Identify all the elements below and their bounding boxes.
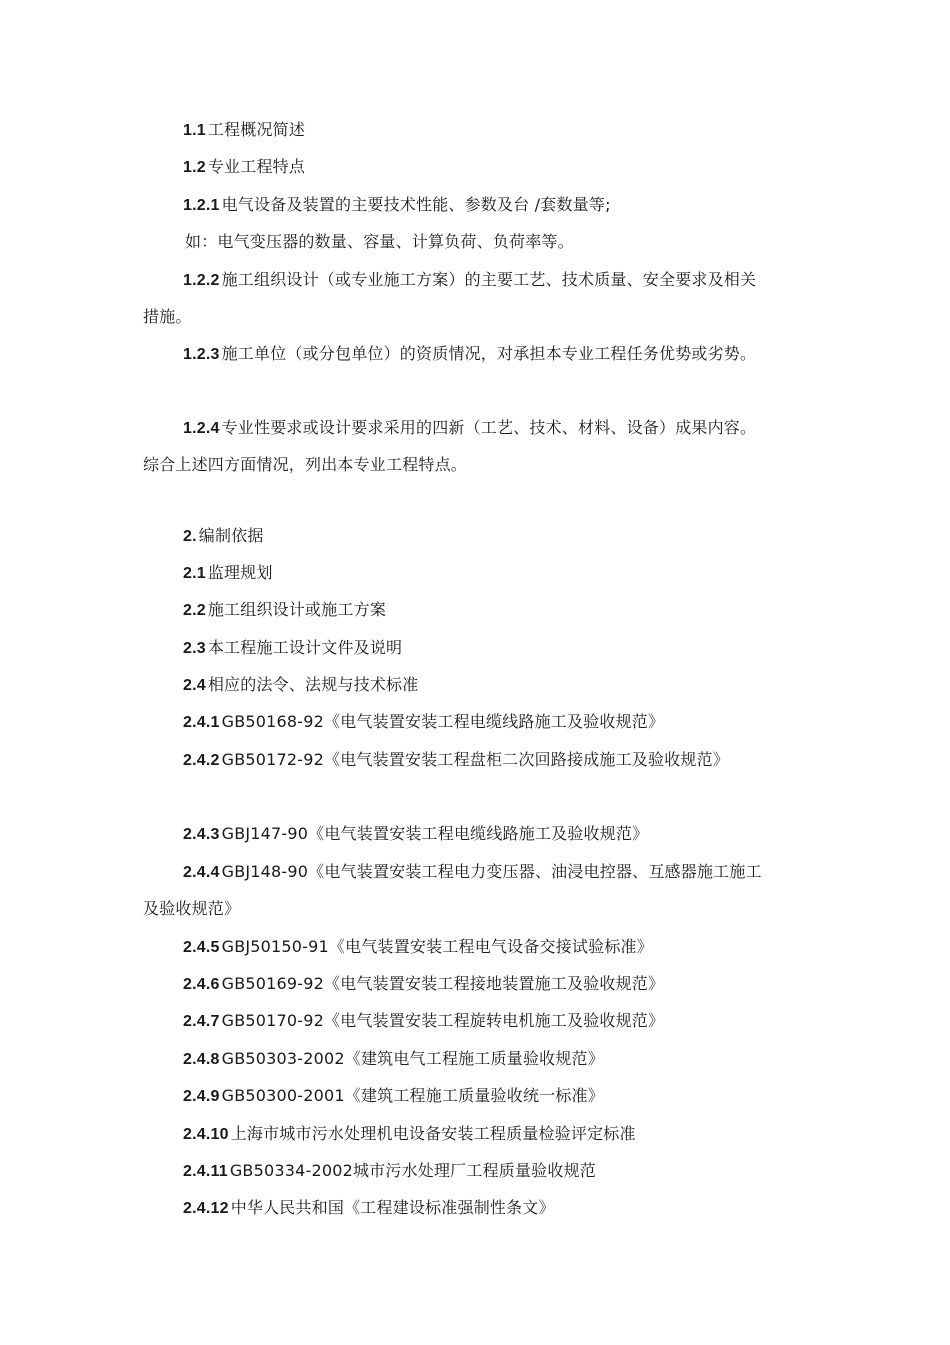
- section-number: 2.4.4: [183, 864, 220, 881]
- section-text: 施工单位（或分包单位）的资质情况，对承担本专业工程任务优势或劣势。: [221, 344, 757, 363]
- section-text: 相应的法令、法规与技术标准: [207, 675, 419, 694]
- section-number: 2.2: [183, 602, 206, 619]
- section-number: 2.1: [183, 565, 206, 582]
- section-1-2: [143, 149, 767, 186]
- section-number: 1.2.1: [183, 197, 220, 214]
- section-number: 2.4: [183, 677, 206, 694]
- standard-2-4-9: [143, 1078, 767, 1115]
- section-text: 编制依据: [198, 526, 264, 545]
- section-text: 如：电气变压器的数量、容量、计算负荷、负荷率等。: [185, 232, 574, 251]
- section-text: GB50170-92《电气装置安装工程旋转电机施工及验收规范》: [221, 1011, 665, 1030]
- section-text: 专业性要求或设计要求采用的四新（工艺、技术、材料、设备）成果内容。综合上述四方面情况，列出本专业工程特点。: [143, 418, 757, 474]
- standard-2-4-11: [143, 1153, 767, 1190]
- section-number: 2.4.2: [183, 752, 220, 769]
- section-text: 电气设备及装置的主要技术性能、参数及台 /套数量等;: [221, 195, 611, 214]
- section-number: 1.1: [183, 122, 206, 139]
- section-text: 上海市城市污水处理机电设备安装工程质量检验评定标准: [230, 1124, 636, 1143]
- standard-2-4-8: [143, 1041, 767, 1078]
- section-number: 2.3: [183, 640, 206, 657]
- standard-2-4-6: [143, 966, 767, 1003]
- section-2-1: [143, 555, 767, 592]
- section-text: 监理规划: [207, 563, 273, 582]
- section-1-2-3: [143, 336, 767, 373]
- section-number: 2.4.5: [183, 939, 220, 956]
- section-number: 1.2.4: [183, 420, 220, 437]
- section-text: GB50172-92《电气装置安装工程盘柜二次回路接成施工及验收规范》: [221, 750, 730, 769]
- standard-2-4-1: [143, 704, 767, 741]
- section-number: 1.2.2: [183, 272, 220, 289]
- section-1-2-1: [143, 187, 767, 224]
- section-number: 2.4.1: [183, 714, 220, 731]
- section-text: GB50169-92《电气装置安装工程接地装置施工及验收规范》: [221, 974, 665, 993]
- section-number: 2.4.8: [183, 1051, 220, 1068]
- standard-2-4-5: [143, 929, 767, 966]
- section-number: 2.4.7: [183, 1013, 220, 1030]
- section-1-2-4: [143, 410, 767, 483]
- section-number: 2.: [183, 528, 197, 545]
- section-2-3: [143, 630, 767, 667]
- section-text: GB50303-2002《建筑电气工程施工质量验收规范》: [221, 1049, 604, 1068]
- section-text: GBJ148-90《电气装置安装工程电力变压器、油浸电控器、互感器施工施工及验收规范》: [143, 862, 762, 918]
- section-text: 施工组织设计或施工方案: [207, 600, 387, 619]
- standard-2-4-12: [143, 1190, 767, 1227]
- section-text: GB50300-2001《建筑工程施工质量验收统一标准》: [221, 1086, 604, 1105]
- section-number: 2.4.11: [183, 1163, 228, 1180]
- section-number: 2.4.10: [183, 1126, 229, 1143]
- standard-2-4-2: [143, 742, 767, 779]
- section-number: 2.4.12: [183, 1200, 229, 1217]
- section-1-2-2: [143, 262, 767, 335]
- standard-2-4-4: [143, 854, 767, 927]
- section-number: 2.4.9: [183, 1088, 220, 1105]
- section-number: 1.2.3: [183, 346, 220, 363]
- section-text: GB50168-92《电气装置安装工程电缆线路施工及验收规范》: [221, 712, 665, 731]
- section-text: 中华人民共和国《工程建设标准强制性条文》: [230, 1198, 555, 1217]
- section-text: GBJ50150-91《电气装置安装工程电气设备交接试验标准》: [221, 937, 653, 956]
- standard-2-4-3: [143, 816, 767, 853]
- section-2-2: [143, 592, 767, 629]
- standard-2-4-7: [143, 1003, 767, 1040]
- section-number: 2.4.3: [183, 826, 220, 843]
- section-text: GB50334-2002城市污水处理厂工程质量验收规范: [229, 1161, 596, 1180]
- standard-2-4-10: [143, 1116, 767, 1153]
- section-number: 2.4.6: [183, 976, 220, 993]
- section-1-2-1-example: [143, 224, 767, 261]
- section-text: 本工程施工设计文件及说明: [207, 638, 403, 657]
- section-2: [143, 518, 767, 555]
- section-text: 专业工程特点: [207, 157, 306, 176]
- section-number: 1.2: [183, 159, 206, 176]
- section-text: GBJ147-90《电气装置安装工程电缆线路施工及验收规范》: [221, 824, 649, 843]
- section-text: 工程概况简述: [207, 120, 306, 139]
- section-2-4: [143, 667, 767, 704]
- section-1-1: [143, 112, 767, 149]
- section-text: 施工组织设计（或专业施工方案）的主要工艺、技术质量、安全要求及相关措施。: [143, 270, 757, 326]
